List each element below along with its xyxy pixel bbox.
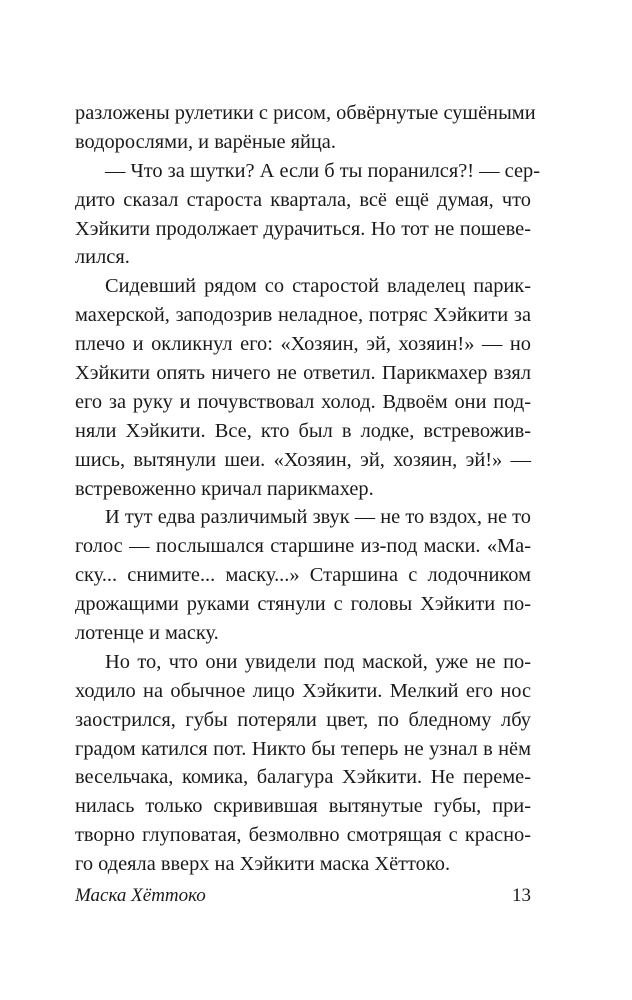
page-number: 13 <box>512 885 531 906</box>
text-line: голос — послышался старшине из-под маски. «Ма- <box>75 535 531 558</box>
text-line: ску... снимите... маску...» Старшина с лодочником <box>75 564 531 587</box>
text-line: встревоженно кричал парикмахер. <box>75 477 374 500</box>
text-line: нилась только скривившая вытянутые губы, при- <box>75 795 531 818</box>
text-line: Но то, что они увидели под маской, уже не по- <box>105 650 531 673</box>
text-line: весельчака, комика, балагура Хэйкити. Не переме- <box>75 766 531 789</box>
text-line: шись, вытянули шеи. «Хозяин, эй, хозяин, эй!» — <box>75 448 531 471</box>
text-line: водорослями, и варёные яйца. <box>75 130 336 153</box>
text-line: разложены рулетики с рисом, обвёрнутые сушёными <box>75 102 536 124</box>
text-line: Хэйкити продолжает дурачиться. Но тот не пошеве- <box>75 217 531 240</box>
text-line: Сидевший рядом со старостой владелец парик- <box>105 275 531 298</box>
text-line: ходило на обычное лицо Хэйкити. Мелкий его нос <box>75 679 531 702</box>
text-line: творно глуповатая, безмолвно смотрящая с красно- <box>75 824 531 847</box>
text-line: дито сказал староста квартала, всё ещё думая, что <box>75 188 531 211</box>
page-footer <box>75 885 531 913</box>
text-line: плечо и окликнул его: «Хозяин, эй, хозяин!» — но <box>75 333 531 356</box>
text-line: лотенце и маску. <box>75 622 219 645</box>
running-title: Маска Хёттоко <box>75 885 206 906</box>
text-line: махерской, заподозрив неладное, потряс Хэйкити за <box>75 304 531 327</box>
text-line: го одеяла вверх на Хэйкити маска Хёттоко. <box>75 853 451 876</box>
text-line: дрожащими руками стянули с головы Хэйкити по- <box>75 593 531 616</box>
text-line: его за руку и почувствовал холод. Вдвоём они под- <box>75 390 531 413</box>
page-body <box>75 99 540 879</box>
text-line: няли Хэйкити. Все, кто был в лодке, встревожив- <box>75 419 531 442</box>
text-line: — Что за шутки? А если б ты поранился?! — сер- <box>105 159 540 182</box>
text-line: И тут едва различимый звук — не то вздох, не то <box>105 506 531 529</box>
text-line: лился. <box>75 246 130 269</box>
text-line: градом катился пот. Никто бы теперь не узнал в нём <box>75 737 531 760</box>
text-line: заострился, губы потеряли цвет, по бледному лбу <box>75 708 531 731</box>
text-line: Хэйкити опять ничего не ответил. Парикмахер взял <box>75 362 531 385</box>
